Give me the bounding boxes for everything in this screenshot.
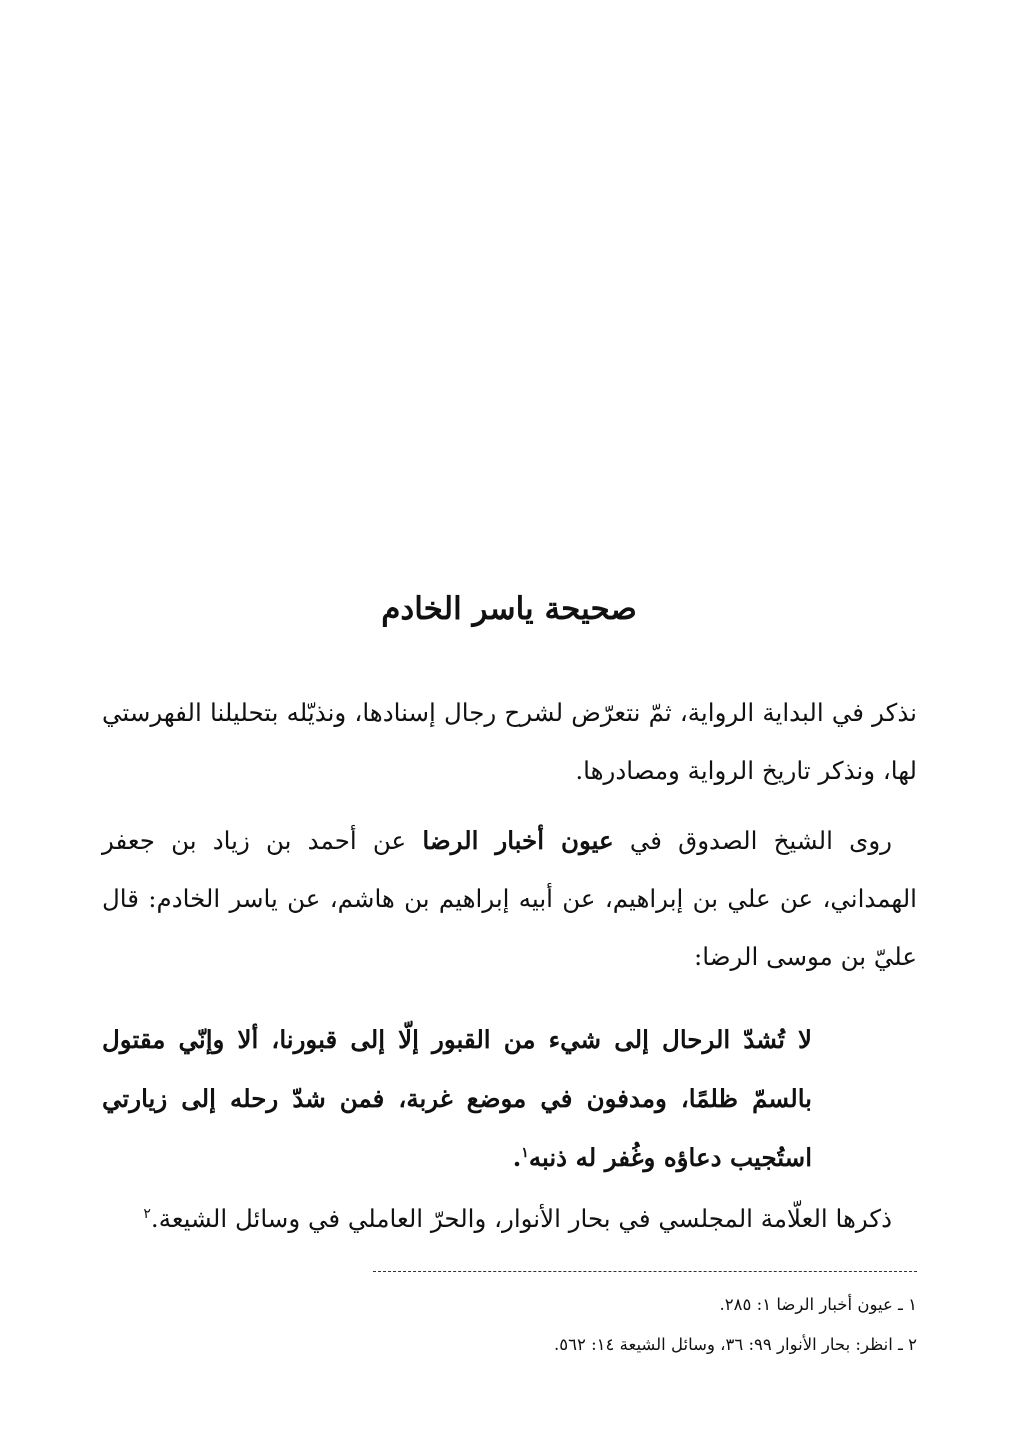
book-title: عيون أخبار الرضا (422, 826, 614, 855)
narration-text-start: روى الشيخ الصدوق في (613, 826, 892, 855)
sources-paragraph (102, 1190, 917, 1248)
footnote-ref-2: ٢ (143, 1205, 151, 1222)
sources-text: ذكرها العلّامة المجلسي في بحار الأنوار، والحرّ العاملي في وسائل الشيعة. (150, 1204, 892, 1233)
narration-paragraph (102, 812, 917, 986)
footnote-ref-1: ١ (521, 1144, 529, 1161)
footnote-separator (373, 1271, 917, 1272)
section-title: صحيحة ياسر الخادم (381, 591, 637, 627)
footnote-2: ٢ ـ انظر: بحار الأنوار ٩٩: ٣٦، وسائل الشيعة ١٤: ٥٦٢. (554, 1335, 917, 1354)
narration-text-end: عن أحمد بن زياد بن جعفر الهمداني، عن علي بن إبراهيم، عن أبيه إبراهيم بن هاشم، عن ياسر الخادم: قال عليّ بن موسى الرضا: (102, 826, 917, 971)
intro-paragraph: نذكر في البداية الرواية، ثمّ نتعرّض لشرح رجال إسنادها، ونذيّله بتحليلنا الفهرستي لها، ونذكر تاريخ الرواية ومصادرها. (102, 698, 917, 785)
footnote-1: ١ ـ عيون أخبار الرضا ١: ٢٨٥. (719, 1295, 917, 1314)
hadith-quote: لا تُشدّ الرحال إلى شيء من القبور إلّا إلى قبورنا، ألا وإنّي مقتول بالسمّ ظلمًا، ومدفون في موضع غربة، فمن شدّ رحله إلى زيارتي استُجيب دعاؤه وغُفر له ذنبه$^١$. (102, 1025, 812, 1172)
hadith-text: لا تُشدّ الرحال إلى شيء من القبور إلّا إلى قبورنا، ألا وإنّي مقتول بالسمّ ظلمًا، ومدفون في موضع غربة، فمن شدّ رحله إلى زيارتي استُجيب دعاؤه وغُفر له ذنبه (102, 1025, 812, 1172)
